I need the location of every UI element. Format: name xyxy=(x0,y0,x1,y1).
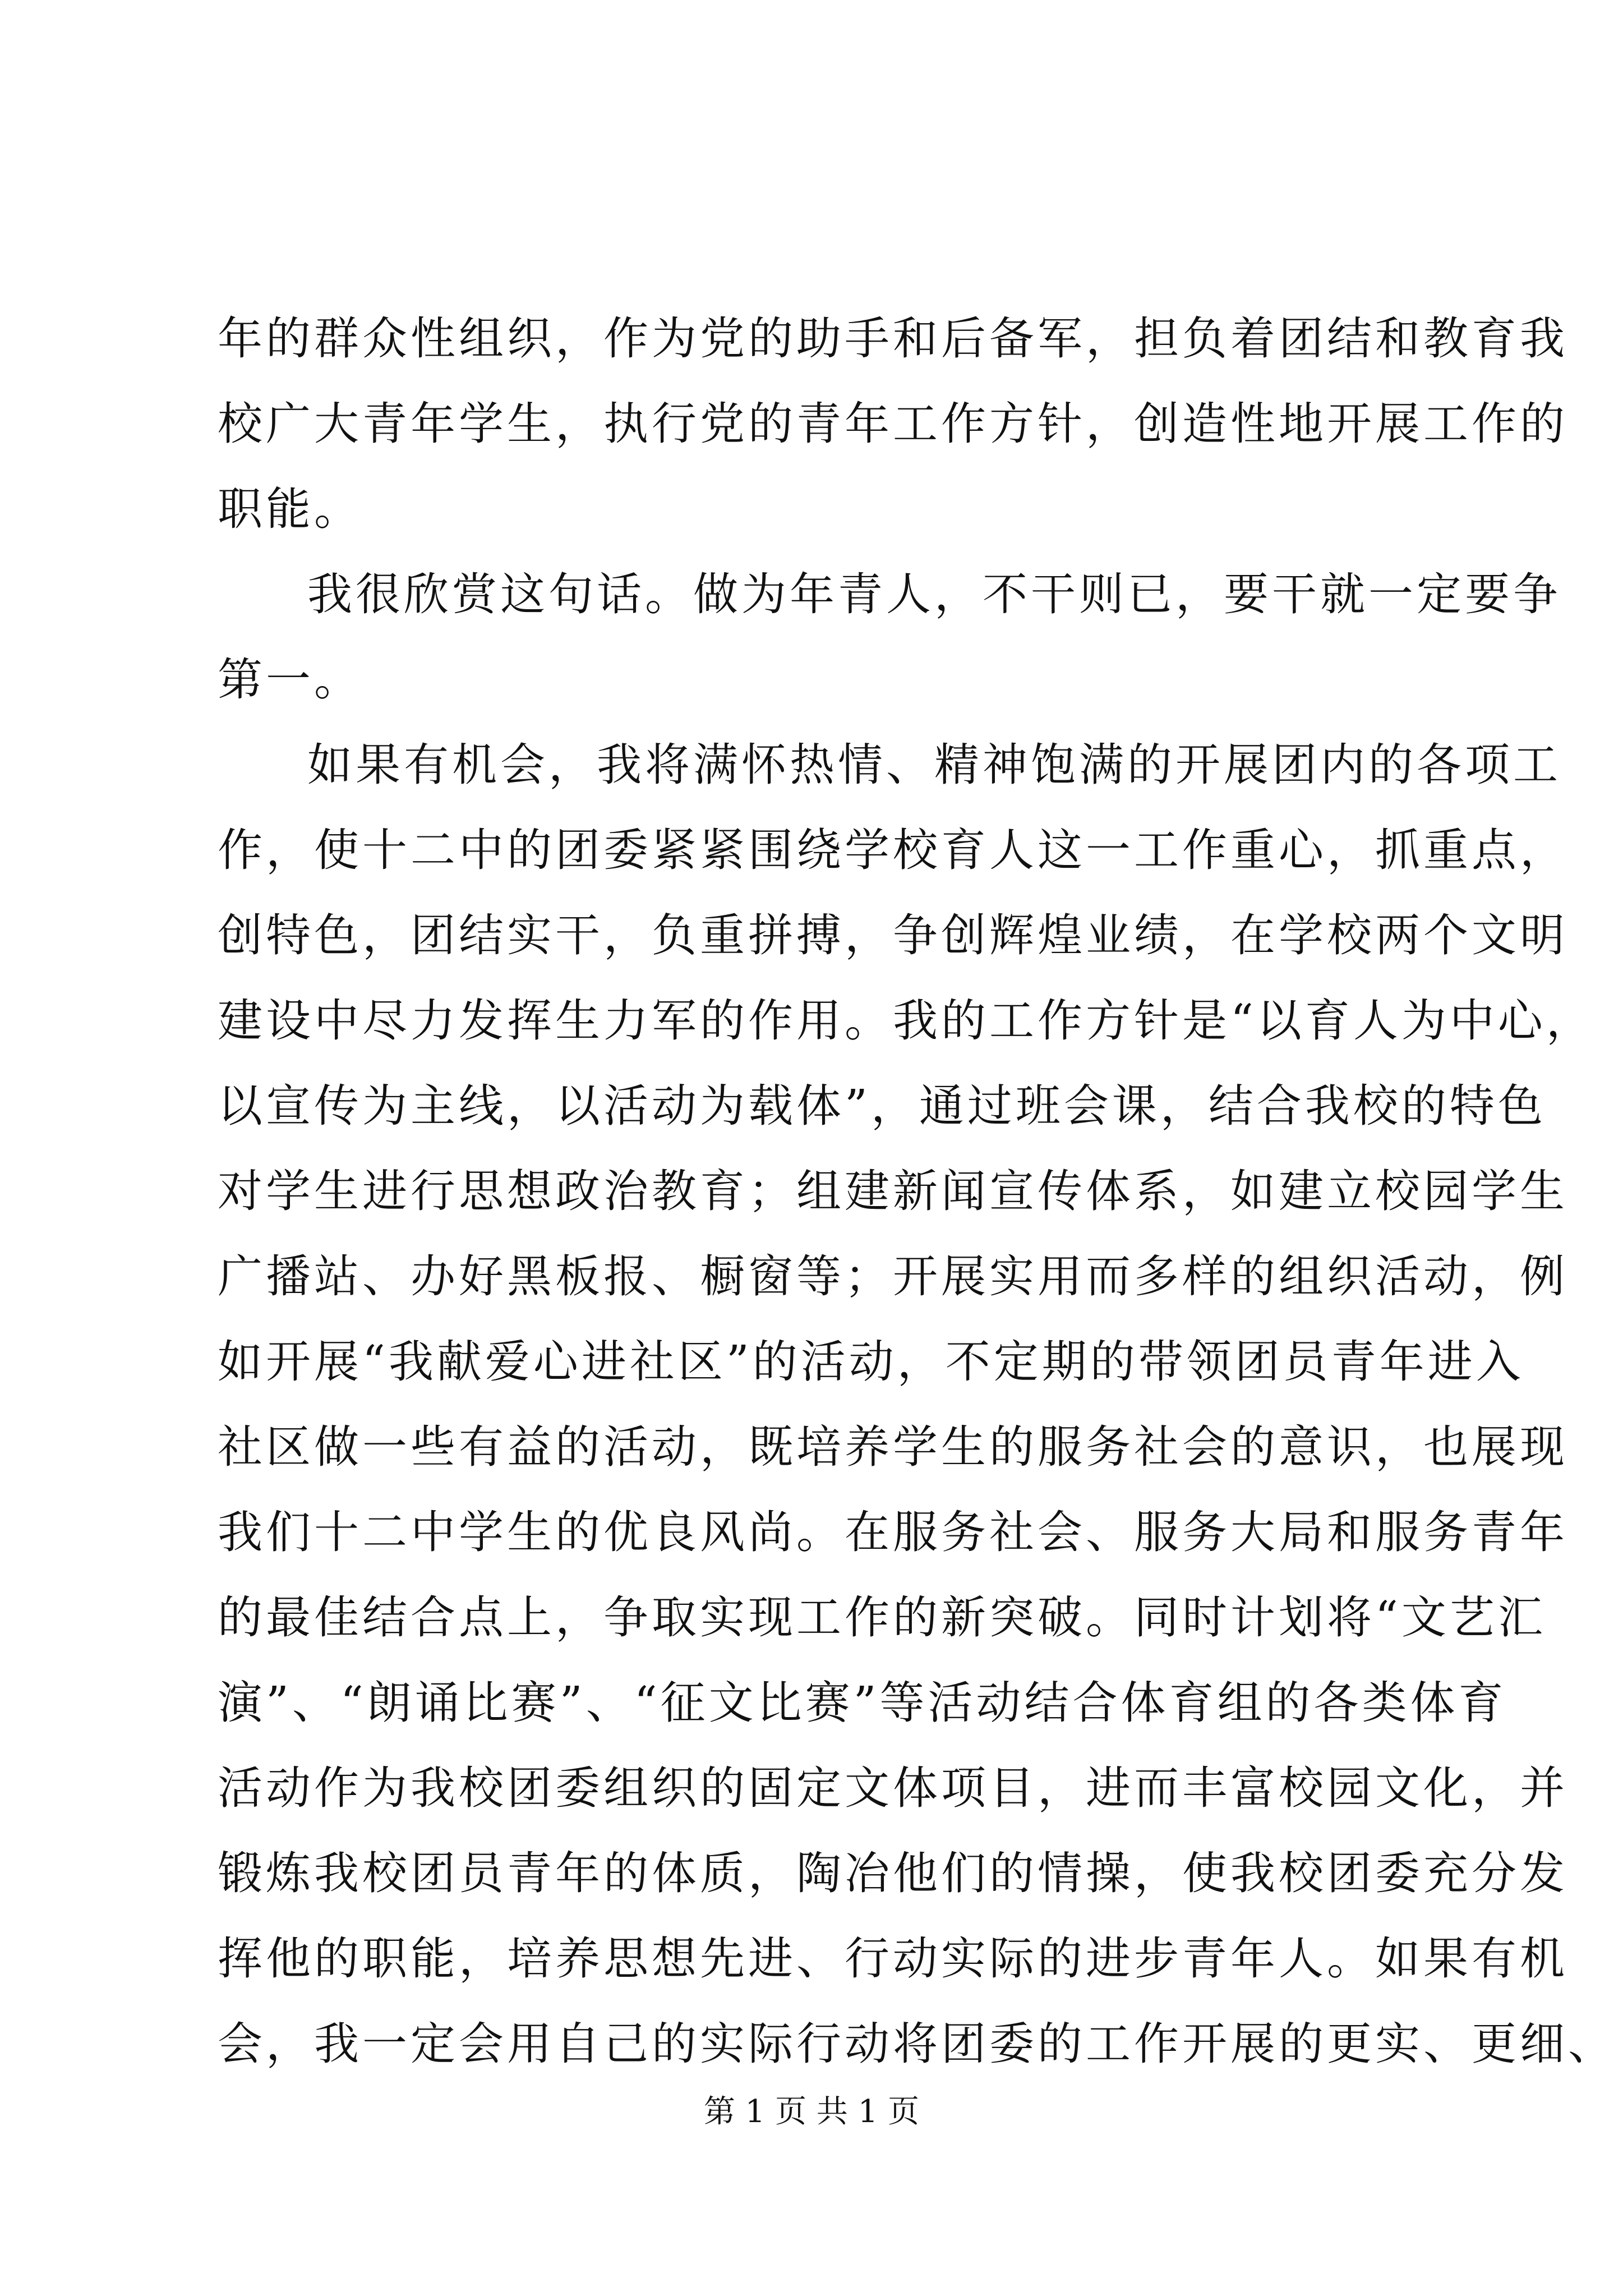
text-line: 对学生进行思想政治教育；组建新闻宣传体系，如建立校园学生 xyxy=(218,1165,1568,1217)
text-line: 我们十二中学生的优良风尚。在服务社会、服务大局和服务青年 xyxy=(218,1506,1568,1558)
text-line: 以宣传为主线，以活动为载体”，通过班会课，结合我校的特色 xyxy=(218,1080,1546,1132)
text-line: 活动作为我校团委组织的固定文体项目，进而丰富校园文化，并 xyxy=(218,1762,1568,1814)
text-line: 我很欣赏这句话。做为年青人，不干则已，要干就一定要争 xyxy=(307,568,1561,620)
text-line: 如开展“我献爱心进社区”的活动，不定期的带领团员青年进入 xyxy=(218,1336,1524,1388)
text-line: 挥他的职能，培养思想先进、行动实际的进步青年人。如果有机 xyxy=(218,1932,1568,1985)
text-line: 第一。 xyxy=(218,654,362,706)
text-line: 锻炼我校团员青年的体质，陶冶他们的情操，使我校团委充分发 xyxy=(218,1847,1568,1899)
text-line: 年的群众性组织，作为党的助手和后备军，担负着团结和教育我 xyxy=(218,312,1568,365)
page-footer: 第 1 页 共 1 页 xyxy=(703,2093,920,2130)
text-line: 校广大青年学生，执行党的青年工作方针，创造性地开展工作的 xyxy=(218,398,1568,450)
text-line: 作，使十二中的团委紧紧围绕学校育人这一工作重心，抓重点， xyxy=(218,824,1568,876)
text-line: 社区做一些有益的活动，既培养学生的服务社会的意识，也展现 xyxy=(218,1421,1568,1473)
body-text xyxy=(218,296,1616,2087)
text-line: 演”、“朗诵比赛”、“征文比赛”等活动结合体育组的各类体育 xyxy=(218,1677,1507,1729)
text-line: 创特色，团结实干，负重拼搏，争创辉煌业绩，在学校两个文明 xyxy=(218,909,1568,961)
text-line: 的最佳结合点上，争取实现工作的新突破。同时计划将“文艺汇 xyxy=(218,1591,1546,1644)
text-line: 会，我一定会用自己的实际行动将团委的工作开展的更实、更细、 xyxy=(218,2018,1616,2070)
text-line: 建设中尽力发挥生力军的作用。我的工作方针是“以育人为中心， xyxy=(218,995,1594,1047)
text-line: 如果有机会，我将满怀热情、精神饱满的开展团内的各项工 xyxy=(307,739,1561,791)
text-line: 广播站、办好黑板报、橱窗等；开展实用而多样的组织活动，例 xyxy=(218,1250,1568,1303)
text-line: 职能。 xyxy=(218,483,362,535)
